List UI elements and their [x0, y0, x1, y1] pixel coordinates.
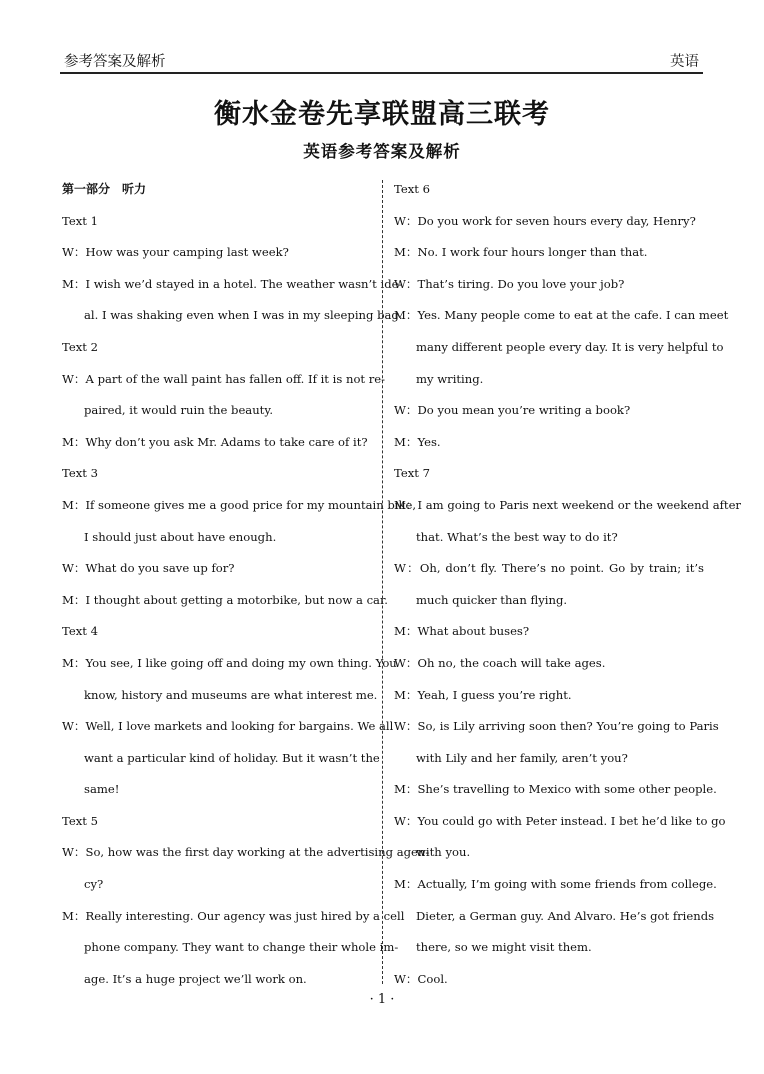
- transcript-line: [394, 810, 726, 842]
- line-text: Text 1: [62, 213, 98, 228]
- line-text: Text 3: [62, 466, 98, 481]
- transcript-line: [394, 210, 704, 242]
- page-header: [60, 48, 703, 72]
- transcript-line: [62, 526, 372, 558]
- line-text: W：That’s tiring. Do you love your job?: [394, 276, 625, 291]
- transcript-line: [394, 589, 704, 621]
- line-text: Text 2: [62, 339, 98, 354]
- line-text: much quicker than flying.: [416, 592, 568, 607]
- line-text: W：How was your camping last week?: [62, 245, 289, 260]
- right-column: [394, 178, 741, 999]
- line-text: W：A part of the wall paint has fallen off. If it is not re-: [62, 371, 386, 386]
- line-text: M：No. I work four hours longer than that.: [394, 245, 648, 260]
- transcript-line: [394, 557, 704, 589]
- line-text: M：Really interesting. Our agency was just hired by a cell: [62, 908, 405, 923]
- transcript-line: [394, 873, 717, 905]
- line-text: W：You could go with Peter instead. I bet he’d like to go: [394, 813, 726, 828]
- transcript-line: [394, 399, 704, 431]
- transcript-line: [394, 620, 704, 652]
- transcript-line: [62, 431, 372, 463]
- transcript-line: [394, 747, 704, 779]
- transcript-line: [62, 905, 405, 937]
- line-text: paired, it would ruin the beauty.: [84, 403, 274, 418]
- transcript-line: [394, 304, 729, 336]
- line-text: M：Yeah, I guess you’re right.: [394, 687, 572, 702]
- transcript-line: [62, 462, 372, 494]
- transcript-line: [394, 778, 717, 810]
- line-text: M：Why don’t you ask Mr. Adams to take care of it?: [62, 434, 368, 449]
- header-rule: [60, 72, 703, 74]
- transcript-line: [62, 273, 403, 305]
- transcript-line: [394, 273, 704, 305]
- line-text: M：If someone gives me a good price for my mountain bike,: [62, 497, 417, 512]
- transcript-line: [62, 873, 372, 905]
- transcript-line: [62, 589, 388, 621]
- transcript-line: [394, 494, 741, 526]
- line-text: M：She’s travelling to Mexico with some other people.: [394, 782, 717, 797]
- page-title: 衡水金卷先享联盟高三联考: [214, 99, 550, 130]
- line-text: Text 7: [394, 466, 430, 481]
- transcript-line: [394, 462, 704, 494]
- line-text: many different people every day. It is very helpful to: [416, 339, 724, 354]
- page-subtitle: 英语参考答案及解析: [303, 142, 461, 161]
- line-text: M：Yes. Many people come to eat at the cafe. I can meet: [394, 308, 729, 323]
- line-text: same!: [84, 782, 120, 797]
- line-text: that. What’s the best way to do it?: [416, 529, 618, 544]
- line-text: W：Do you work for seven hours every day, Henry?: [394, 213, 696, 228]
- line-text: with you.: [416, 845, 471, 860]
- transcript-line: [62, 715, 394, 747]
- transcript-line: [62, 210, 372, 242]
- transcript-line: [62, 557, 372, 589]
- transcript-line: [394, 905, 715, 937]
- line-text: W：What do you save up for?: [62, 561, 235, 576]
- transcript-line: [62, 336, 372, 368]
- transcript-line: [62, 620, 372, 652]
- transcript-line: [62, 810, 372, 842]
- line-text: W：So, is Lily arriving soon then? You’re going to Paris: [394, 719, 719, 734]
- line-text: age. It’s a huge project we’ll work on.: [84, 971, 307, 986]
- transcript-line: [394, 178, 704, 210]
- transcript-line: [62, 841, 430, 873]
- line-text: M：I thought about getting a motorbike, but now a car.: [62, 592, 388, 607]
- line-text: Text 4: [62, 624, 98, 639]
- transcript-line: [394, 684, 704, 716]
- column-divider: [382, 180, 383, 984]
- line-text: M：I am going to Paris next weekend or the weekend after: [394, 497, 741, 512]
- line-text: M：I wish we’d stayed in a hotel. The weather wasn’t ide-: [62, 276, 403, 291]
- transcript-line: [394, 715, 719, 747]
- line-text: al. I was shaking even when I was in my sleeping bag.: [84, 308, 403, 323]
- transcript-line: [394, 526, 704, 558]
- line-text: I should just about have enough.: [84, 529, 277, 544]
- header-subject: 英语: [670, 54, 699, 70]
- line-text: there, so we might visit them.: [416, 940, 592, 955]
- section-heading: [62, 178, 372, 210]
- transcript-line: [394, 936, 704, 968]
- transcript-line: [62, 778, 372, 810]
- line-text: know, history and museums are what interest me.: [84, 687, 378, 702]
- line-text: my writing.: [416, 371, 484, 386]
- line-text: M：Actually, I’m going with some friends from college.: [394, 877, 717, 892]
- transcript-line: [394, 652, 704, 684]
- transcript-line: [62, 747, 380, 779]
- transcript-line: [62, 936, 399, 968]
- page-number: · 1 ·: [369, 992, 395, 1007]
- line-text: W：Well, I love markets and looking for bargains. We all: [62, 719, 394, 734]
- line-text: M：Yes.: [394, 434, 441, 449]
- line-text: M：What about buses?: [394, 624, 530, 639]
- transcript-line: [62, 368, 386, 400]
- line-text: Dieter, a German guy. And Alvaro. He’s got friends: [416, 908, 715, 923]
- transcript-line: [394, 336, 724, 368]
- transcript-line: [62, 399, 372, 431]
- line-text: phone company. They want to change their whole im-: [84, 940, 399, 955]
- line-text: W：Do you mean you’re writing a book?: [394, 403, 631, 418]
- line-text: 第一部分 听力: [62, 182, 147, 196]
- transcript-line: [394, 841, 704, 873]
- line-text: Text 5: [62, 813, 98, 828]
- transcript-line: [394, 368, 704, 400]
- line-text: W：Cool.: [394, 971, 448, 986]
- transcript-line: [62, 304, 403, 336]
- transcript-line: [394, 431, 704, 463]
- line-text: Text 6: [394, 182, 430, 196]
- line-text: W：So, how was the first day working at the advertising agen-: [62, 845, 430, 860]
- transcript-line: [62, 241, 372, 273]
- line-text: cy?: [84, 877, 104, 892]
- transcript-line: [62, 494, 417, 526]
- line-text: M：You see, I like going off and doing my own thing. You: [62, 655, 397, 670]
- transcript-line: [62, 684, 378, 716]
- line-text: with Lily and her family, aren’t you?: [416, 750, 628, 765]
- line-text: W：Oh no, the coach will take ages.: [394, 655, 606, 670]
- transcript-line: [394, 241, 704, 273]
- header-doc-type: 参考答案及解析: [64, 54, 166, 70]
- line-text: W：Oh, don’t fly. There’s no point. Go by train; it’s: [394, 561, 704, 576]
- line-text: want a particular kind of holiday. But it wasn’t the: [84, 750, 380, 765]
- transcript-line: [62, 652, 397, 684]
